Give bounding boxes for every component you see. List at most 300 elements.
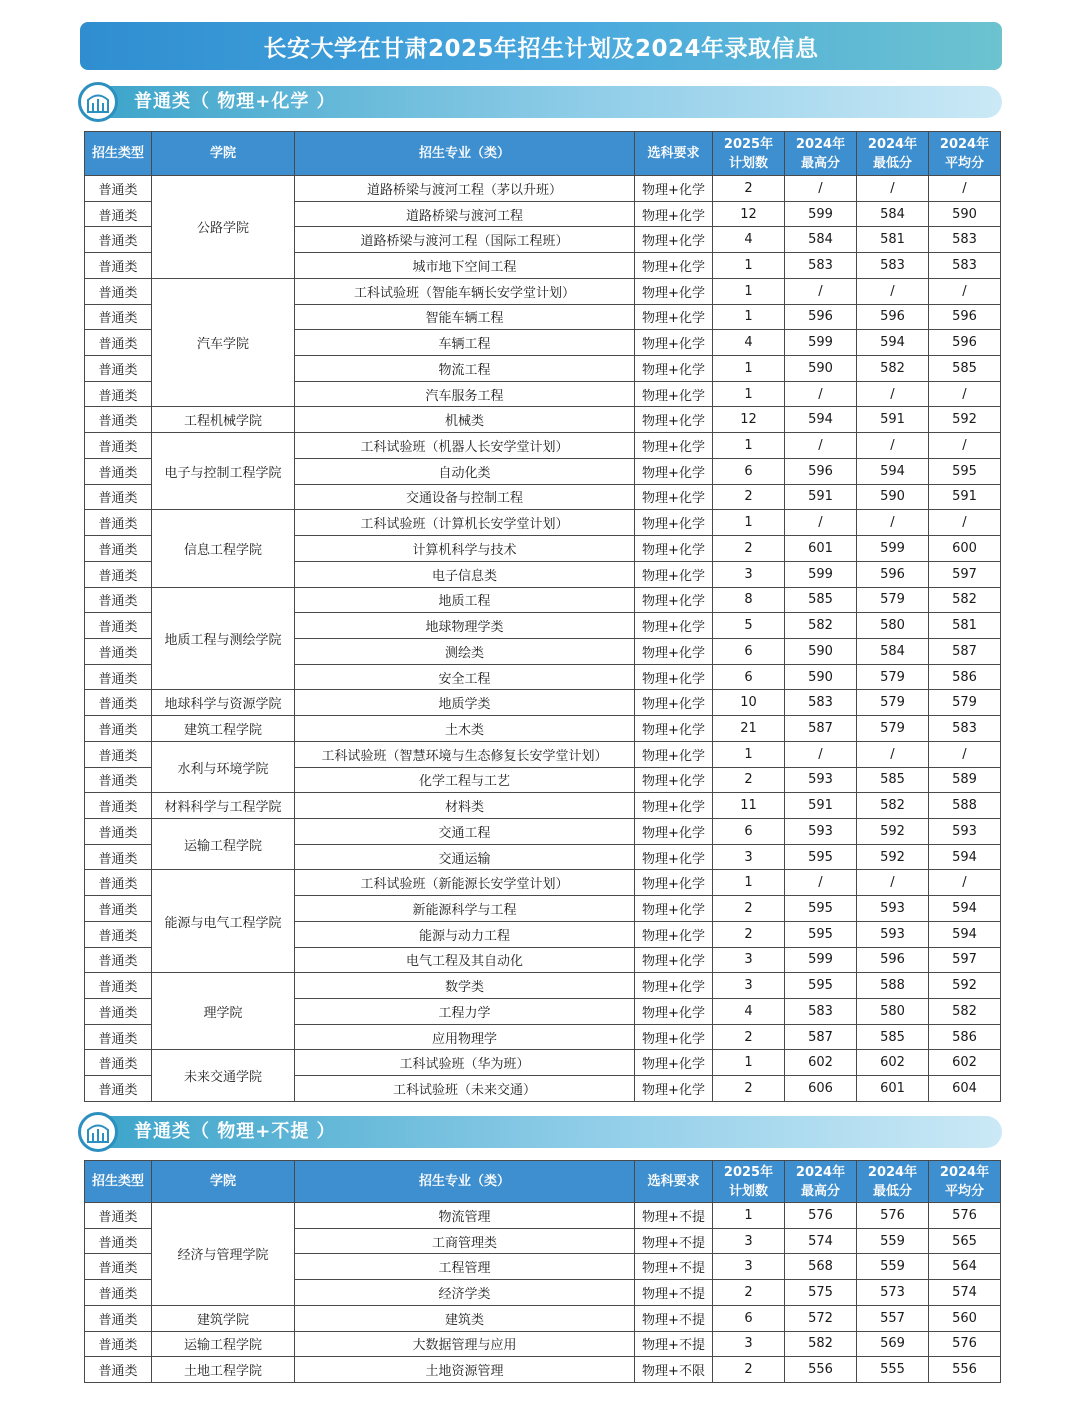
cell-plan-2025: 1 — [713, 381, 785, 407]
cell-min-2024: 579 — [857, 587, 929, 613]
header-plan-2025: 2025年 计划数 — [713, 1161, 785, 1203]
cell-college: 经济与管理学院 — [152, 1203, 295, 1306]
cell-avg-2024: 583 — [929, 716, 1001, 742]
cell-type: 普通类 — [85, 638, 152, 664]
cell-major: 道路桥梁与渡河工程 — [295, 201, 635, 227]
cell-type: 普通类 — [85, 253, 152, 279]
header-min-2024: 2024年 最低分 — [857, 1161, 929, 1203]
cell-max-2024: 596 — [785, 458, 857, 484]
cell-max-2024: 599 — [785, 947, 857, 973]
table-header-row — [85, 132, 1001, 176]
cell-avg-2024: 594 — [929, 844, 1001, 870]
cell-subject-req: 物理+化学 — [635, 510, 713, 536]
cell-plan-2025: 21 — [713, 716, 785, 742]
admission-table-physics-any — [84, 1160, 1001, 1383]
cell-type: 普通类 — [85, 870, 152, 896]
cell-plan-2025: 6 — [713, 458, 785, 484]
cell-major: 物流管理 — [295, 1203, 635, 1229]
cell-min-2024: / — [857, 741, 929, 767]
cell-college: 汽车学院 — [152, 278, 295, 407]
cell-avg-2024: 604 — [929, 1076, 1001, 1102]
cell-max-2024: 583 — [785, 999, 857, 1025]
cell-max-2024: 587 — [785, 716, 857, 742]
cell-max-2024: 595 — [785, 921, 857, 947]
cell-min-2024: / — [857, 381, 929, 407]
cell-subject-req: 物理+化学 — [635, 844, 713, 870]
cell-type: 普通类 — [85, 330, 152, 356]
cell-major: 车辆工程 — [295, 330, 635, 356]
cell-major: 工科试验班（智慧环境与生态修复长安学堂计划） — [295, 741, 635, 767]
cell-max-2024: 574 — [785, 1228, 857, 1254]
cell-max-2024: 583 — [785, 253, 857, 279]
cell-max-2024: 599 — [785, 330, 857, 356]
university-gate-icon — [78, 82, 118, 122]
cell-type: 普通类 — [85, 1203, 152, 1229]
cell-subject-req: 物理+化学 — [635, 330, 713, 356]
cell-type: 普通类 — [85, 1024, 152, 1050]
cell-major: 工商管理类 — [295, 1228, 635, 1254]
cell-college: 电子与控制工程学院 — [152, 433, 295, 510]
cell-subject-req: 物理+化学 — [635, 896, 713, 922]
cell-max-2024: 591 — [785, 484, 857, 510]
cell-min-2024: 596 — [857, 561, 929, 587]
cell-min-2024: 596 — [857, 947, 929, 973]
cell-avg-2024: 592 — [929, 407, 1001, 433]
cell-max-2024: 584 — [785, 227, 857, 253]
cell-major: 电气工程及其自动化 — [295, 947, 635, 973]
cell-college: 建筑工程学院 — [152, 716, 295, 742]
header-major: 招生专业（类） — [295, 1161, 635, 1203]
cell-max-2024: / — [785, 870, 857, 896]
cell-college: 土地工程学院 — [152, 1357, 295, 1383]
cell-avg-2024: 576 — [929, 1331, 1001, 1357]
table-row — [85, 690, 1001, 716]
cell-min-2024: 555 — [857, 1357, 929, 1383]
table-row — [85, 1357, 1001, 1383]
cell-plan-2025: 4 — [713, 999, 785, 1025]
cell-avg-2024: 576 — [929, 1203, 1001, 1229]
cell-max-2024: 593 — [785, 767, 857, 793]
header-college: 学院 — [152, 132, 295, 176]
cell-avg-2024: / — [929, 870, 1001, 896]
table-row — [85, 973, 1001, 999]
cell-major: 工程力学 — [295, 999, 635, 1025]
cell-major: 道路桥梁与渡河工程（国际工程班） — [295, 227, 635, 253]
cell-subject-req: 物理+不提 — [635, 1203, 713, 1229]
header-plan-2025: 2025年 计划数 — [713, 132, 785, 176]
cell-type: 普通类 — [85, 278, 152, 304]
section-label: 普通类（ 物理+化学 ） — [134, 91, 336, 112]
cell-min-2024: 559 — [857, 1254, 929, 1280]
cell-min-2024: 588 — [857, 973, 929, 999]
cell-plan-2025: 12 — [713, 407, 785, 433]
cell-type: 普通类 — [85, 201, 152, 227]
cell-type: 普通类 — [85, 664, 152, 690]
cell-avg-2024: 595 — [929, 458, 1001, 484]
cell-type: 普通类 — [85, 844, 152, 870]
cell-subject-req: 物理+化学 — [635, 690, 713, 716]
table-row — [85, 278, 1001, 304]
cell-avg-2024: 565 — [929, 1228, 1001, 1254]
cell-type: 普通类 — [85, 1331, 152, 1357]
cell-min-2024: / — [857, 278, 929, 304]
cell-min-2024: 581 — [857, 227, 929, 253]
cell-max-2024: / — [785, 433, 857, 459]
cell-max-2024: 590 — [785, 664, 857, 690]
cell-plan-2025: 2 — [713, 767, 785, 793]
header-major: 招生专业（类） — [295, 132, 635, 176]
cell-avg-2024: / — [929, 741, 1001, 767]
cell-min-2024: 590 — [857, 484, 929, 510]
cell-avg-2024: 586 — [929, 664, 1001, 690]
cell-plan-2025: 11 — [713, 793, 785, 819]
cell-major: 计算机科学与技术 — [295, 536, 635, 562]
header-type: 招生类型 — [85, 1161, 152, 1203]
cell-plan-2025: 4 — [713, 227, 785, 253]
cell-max-2024: 575 — [785, 1280, 857, 1306]
cell-avg-2024: 574 — [929, 1280, 1001, 1306]
cell-avg-2024: 596 — [929, 330, 1001, 356]
cell-plan-2025: 1 — [713, 870, 785, 896]
header-type: 招生类型 — [85, 132, 152, 176]
cell-college: 工程机械学院 — [152, 407, 295, 433]
cell-min-2024: 585 — [857, 767, 929, 793]
cell-type: 普通类 — [85, 510, 152, 536]
cell-max-2024: 602 — [785, 1050, 857, 1076]
cell-plan-2025: 10 — [713, 690, 785, 716]
cell-subject-req: 物理+化学 — [635, 741, 713, 767]
cell-subject-req: 物理+化学 — [635, 278, 713, 304]
cell-subject-req: 物理+化学 — [635, 1024, 713, 1050]
cell-subject-req: 物理+化学 — [635, 253, 713, 279]
cell-college: 运输工程学院 — [152, 818, 295, 869]
cell-major: 物流工程 — [295, 356, 635, 382]
cell-min-2024: 591 — [857, 407, 929, 433]
cell-min-2024: 594 — [857, 458, 929, 484]
cell-avg-2024: 581 — [929, 613, 1001, 639]
cell-min-2024: 580 — [857, 999, 929, 1025]
cell-avg-2024: 594 — [929, 921, 1001, 947]
cell-major: 经济学类 — [295, 1280, 635, 1306]
cell-plan-2025: 3 — [713, 1228, 785, 1254]
cell-plan-2025: 1 — [713, 1050, 785, 1076]
cell-college: 公路学院 — [152, 176, 295, 279]
header-avg-2024: 2024年 平均分 — [929, 132, 1001, 176]
cell-college: 未来交通学院 — [152, 1050, 295, 1101]
cell-major: 工科试验班（未来交通） — [295, 1076, 635, 1102]
cell-type: 普通类 — [85, 1050, 152, 1076]
cell-max-2024: / — [785, 278, 857, 304]
cell-type: 普通类 — [85, 176, 152, 202]
cell-plan-2025: 3 — [713, 844, 785, 870]
university-gate-icon — [78, 1112, 118, 1152]
cell-avg-2024: 585 — [929, 356, 1001, 382]
header-max-2024: 2024年 最高分 — [785, 132, 857, 176]
cell-subject-req: 物理+化学 — [635, 999, 713, 1025]
cell-avg-2024: 597 — [929, 947, 1001, 973]
cell-min-2024: 596 — [857, 304, 929, 330]
cell-min-2024: 593 — [857, 921, 929, 947]
cell-subject-req: 物理+化学 — [635, 201, 713, 227]
cell-major: 能源与动力工程 — [295, 921, 635, 947]
cell-major: 道路桥梁与渡河工程（茅以升班） — [295, 176, 635, 202]
cell-type: 普通类 — [85, 947, 152, 973]
cell-max-2024: 582 — [785, 1331, 857, 1357]
cell-min-2024: 582 — [857, 356, 929, 382]
cell-min-2024: / — [857, 433, 929, 459]
cell-major: 汽车服务工程 — [295, 381, 635, 407]
cell-major: 工科试验班（新能源长安学堂计划） — [295, 870, 635, 896]
cell-max-2024: 568 — [785, 1254, 857, 1280]
cell-avg-2024: 602 — [929, 1050, 1001, 1076]
cell-plan-2025: 3 — [713, 561, 785, 587]
cell-subject-req: 物理+化学 — [635, 484, 713, 510]
cell-min-2024: 584 — [857, 201, 929, 227]
page-title: 长安大学在甘肃2025年招生计划及2024年录取信息 — [80, 22, 1002, 70]
cell-plan-2025: 6 — [713, 664, 785, 690]
cell-avg-2024: / — [929, 510, 1001, 536]
cell-avg-2024: 583 — [929, 227, 1001, 253]
cell-avg-2024: 589 — [929, 767, 1001, 793]
cell-college: 理学院 — [152, 973, 295, 1050]
cell-type: 普通类 — [85, 304, 152, 330]
cell-avg-2024: 583 — [929, 253, 1001, 279]
cell-max-2024: 590 — [785, 356, 857, 382]
cell-subject-req: 物理+化学 — [635, 561, 713, 587]
cell-major: 智能车辆工程 — [295, 304, 635, 330]
cell-plan-2025: 2 — [713, 1024, 785, 1050]
cell-subject-req: 物理+化学 — [635, 1076, 713, 1102]
cell-max-2024: 572 — [785, 1305, 857, 1331]
cell-plan-2025: 2 — [713, 1357, 785, 1383]
cell-min-2024: / — [857, 176, 929, 202]
cell-subject-req: 物理+化学 — [635, 176, 713, 202]
cell-min-2024: / — [857, 510, 929, 536]
cell-plan-2025: 2 — [713, 536, 785, 562]
cell-major: 地球物理学类 — [295, 613, 635, 639]
cell-plan-2025: 12 — [713, 201, 785, 227]
cell-major: 大数据管理与应用 — [295, 1331, 635, 1357]
cell-type: 普通类 — [85, 536, 152, 562]
cell-plan-2025: 2 — [713, 1076, 785, 1102]
cell-min-2024: 573 — [857, 1280, 929, 1306]
cell-plan-2025: 1 — [713, 356, 785, 382]
cell-type: 普通类 — [85, 587, 152, 613]
cell-type: 普通类 — [85, 741, 152, 767]
header-min-2024: 2024年 最低分 — [857, 132, 929, 176]
cell-plan-2025: 5 — [713, 613, 785, 639]
cell-subject-req: 物理+化学 — [635, 638, 713, 664]
cell-plan-2025: 6 — [713, 818, 785, 844]
cell-type: 普通类 — [85, 458, 152, 484]
cell-plan-2025: 1 — [713, 253, 785, 279]
cell-max-2024: 587 — [785, 1024, 857, 1050]
cell-min-2024: 579 — [857, 716, 929, 742]
header-max-2024: 2024年 最高分 — [785, 1161, 857, 1203]
cell-major: 工科试验班（智能车辆长安学堂计划） — [295, 278, 635, 304]
cell-max-2024: 599 — [785, 561, 857, 587]
cell-type: 普通类 — [85, 1357, 152, 1383]
admission-table-physics-chemistry — [84, 131, 1001, 1102]
cell-type: 普通类 — [85, 381, 152, 407]
header-avg-2024: 2024年 平均分 — [929, 1161, 1001, 1203]
section-header-physics-chemistry — [80, 86, 1002, 118]
table-row — [85, 818, 1001, 844]
cell-major: 交通设备与控制工程 — [295, 484, 635, 510]
cell-avg-2024: 591 — [929, 484, 1001, 510]
cell-type: 普通类 — [85, 356, 152, 382]
cell-min-2024: 584 — [857, 638, 929, 664]
cell-max-2024: 595 — [785, 896, 857, 922]
cell-max-2024: / — [785, 381, 857, 407]
cell-subject-req: 物理+化学 — [635, 381, 713, 407]
cell-college: 地质工程与测绘学院 — [152, 587, 295, 690]
cell-subject-req: 物理+化学 — [635, 818, 713, 844]
cell-max-2024: 590 — [785, 638, 857, 664]
table-row — [85, 1331, 1001, 1357]
cell-avg-2024: 590 — [929, 201, 1001, 227]
cell-subject-req: 物理+化学 — [635, 793, 713, 819]
header-college: 学院 — [152, 1161, 295, 1203]
table-row — [85, 793, 1001, 819]
cell-major: 工科试验班（机器人长安学堂计划） — [295, 433, 635, 459]
cell-subject-req: 物理+不提 — [635, 1305, 713, 1331]
cell-min-2024: 576 — [857, 1203, 929, 1229]
cell-type: 普通类 — [85, 433, 152, 459]
cell-college: 水利与环境学院 — [152, 741, 295, 792]
cell-avg-2024: 596 — [929, 304, 1001, 330]
cell-min-2024: 592 — [857, 818, 929, 844]
cell-avg-2024: 582 — [929, 999, 1001, 1025]
cell-subject-req: 物理+化学 — [635, 664, 713, 690]
cell-type: 普通类 — [85, 716, 152, 742]
table-row — [85, 1305, 1001, 1331]
cell-plan-2025: 2 — [713, 896, 785, 922]
cell-college: 建筑学院 — [152, 1305, 295, 1331]
cell-type: 普通类 — [85, 613, 152, 639]
cell-plan-2025: 2 — [713, 1280, 785, 1306]
cell-subject-req: 物理+化学 — [635, 304, 713, 330]
cell-max-2024: 599 — [785, 201, 857, 227]
cell-major: 材料类 — [295, 793, 635, 819]
cell-type: 普通类 — [85, 767, 152, 793]
cell-college: 信息工程学院 — [152, 510, 295, 587]
cell-subject-req: 物理+化学 — [635, 716, 713, 742]
cell-min-2024: 585 — [857, 1024, 929, 1050]
cell-type: 普通类 — [85, 407, 152, 433]
cell-major: 工科试验班（计算机长安学堂计划） — [295, 510, 635, 536]
cell-max-2024: / — [785, 176, 857, 202]
cell-plan-2025: 2 — [713, 921, 785, 947]
cell-min-2024: 579 — [857, 664, 929, 690]
cell-avg-2024: / — [929, 381, 1001, 407]
cell-type: 普通类 — [85, 793, 152, 819]
cell-plan-2025: 1 — [713, 1203, 785, 1229]
cell-max-2024: 595 — [785, 844, 857, 870]
table-row — [85, 176, 1001, 202]
cell-avg-2024: / — [929, 176, 1001, 202]
cell-plan-2025: 3 — [713, 947, 785, 973]
cell-type: 普通类 — [85, 1305, 152, 1331]
cell-major: 土地资源管理 — [295, 1357, 635, 1383]
cell-max-2024: 601 — [785, 536, 857, 562]
table-row — [85, 716, 1001, 742]
cell-major: 交通工程 — [295, 818, 635, 844]
cell-major: 地质工程 — [295, 587, 635, 613]
cell-avg-2024: 593 — [929, 818, 1001, 844]
cell-type: 普通类 — [85, 1254, 152, 1280]
cell-min-2024: 599 — [857, 536, 929, 562]
cell-avg-2024: 556 — [929, 1357, 1001, 1383]
cell-min-2024: / — [857, 870, 929, 896]
cell-subject-req: 物理+化学 — [635, 767, 713, 793]
table-row — [85, 1050, 1001, 1076]
cell-plan-2025: 2 — [713, 176, 785, 202]
header-subject-req: 选科要求 — [635, 132, 713, 176]
cell-min-2024: 557 — [857, 1305, 929, 1331]
cell-plan-2025: 3 — [713, 1254, 785, 1280]
cell-avg-2024: 579 — [929, 690, 1001, 716]
cell-max-2024: 596 — [785, 304, 857, 330]
cell-max-2024: 593 — [785, 818, 857, 844]
cell-min-2024: 593 — [857, 896, 929, 922]
cell-major: 应用物理学 — [295, 1024, 635, 1050]
cell-subject-req: 物理+化学 — [635, 227, 713, 253]
cell-college: 材料科学与工程学院 — [152, 793, 295, 819]
cell-subject-req: 物理+化学 — [635, 433, 713, 459]
cell-subject-req: 物理+不限 — [635, 1357, 713, 1383]
cell-subject-req: 物理+不提 — [635, 1254, 713, 1280]
table-row — [85, 407, 1001, 433]
cell-major: 数学类 — [295, 973, 635, 999]
cell-plan-2025: 3 — [713, 973, 785, 999]
cell-min-2024: 580 — [857, 613, 929, 639]
cell-major: 新能源科学与工程 — [295, 896, 635, 922]
cell-type: 普通类 — [85, 973, 152, 999]
cell-college: 地球科学与资源学院 — [152, 690, 295, 716]
cell-avg-2024: 560 — [929, 1305, 1001, 1331]
cell-subject-req: 物理+不提 — [635, 1331, 713, 1357]
cell-min-2024: 559 — [857, 1228, 929, 1254]
cell-plan-2025: 2 — [713, 484, 785, 510]
cell-avg-2024: 564 — [929, 1254, 1001, 1280]
cell-plan-2025: 6 — [713, 1305, 785, 1331]
cell-max-2024: 556 — [785, 1357, 857, 1383]
cell-max-2024: 594 — [785, 407, 857, 433]
cell-type: 普通类 — [85, 484, 152, 510]
cell-max-2024: 595 — [785, 973, 857, 999]
table-row — [85, 510, 1001, 536]
cell-subject-req: 物理+化学 — [635, 1050, 713, 1076]
cell-subject-req: 物理+化学 — [635, 407, 713, 433]
cell-plan-2025: 1 — [713, 278, 785, 304]
cell-plan-2025: 3 — [713, 1331, 785, 1357]
section-label: 普通类（ 物理+不提 ） — [134, 1121, 336, 1142]
cell-avg-2024: 586 — [929, 1024, 1001, 1050]
cell-min-2024: 579 — [857, 690, 929, 716]
cell-subject-req: 物理+不提 — [635, 1280, 713, 1306]
cell-subject-req: 物理+化学 — [635, 973, 713, 999]
cell-plan-2025: 6 — [713, 638, 785, 664]
cell-max-2024: 582 — [785, 613, 857, 639]
cell-plan-2025: 8 — [713, 587, 785, 613]
cell-major: 地质学类 — [295, 690, 635, 716]
cell-avg-2024: 588 — [929, 793, 1001, 819]
cell-major: 自动化类 — [295, 458, 635, 484]
cell-type: 普通类 — [85, 896, 152, 922]
cell-avg-2024: / — [929, 278, 1001, 304]
cell-avg-2024: 594 — [929, 896, 1001, 922]
